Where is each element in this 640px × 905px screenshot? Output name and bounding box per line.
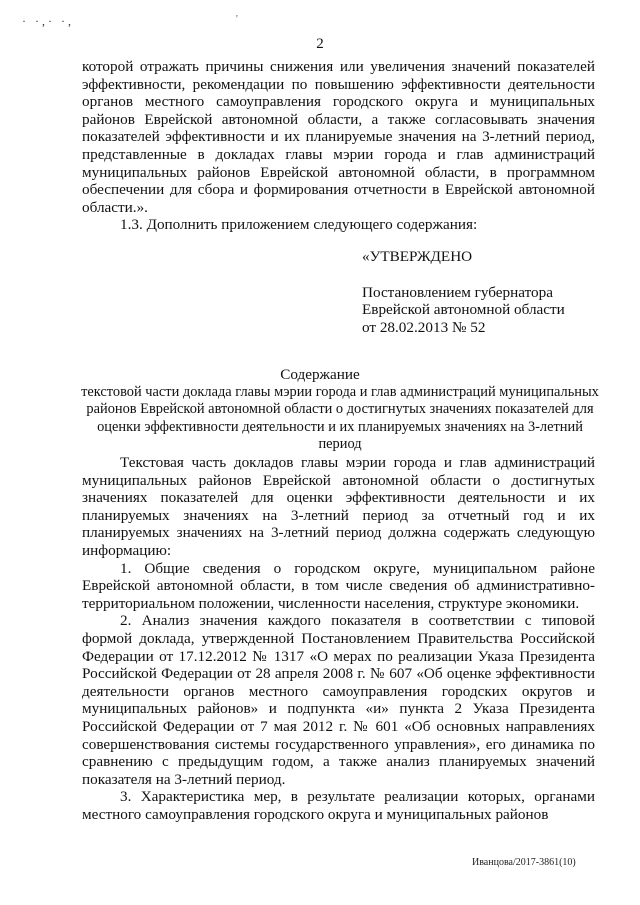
main-paragraph: Текстовая часть докладов главы мэрии города и глав администраций муниципальных районов Еврейской автономной области о достигнутых значениях показателей для оценки эффективности деятельности и их планируемых значениях на 3-летний период за отчетный год и их планируемых значениях на 3-летний период должна содержать следующую информацию: xyxy=(82,454,595,559)
upper-text-block xyxy=(82,58,595,234)
approval-line-2: Еврейской автономной области xyxy=(362,301,565,319)
point-3: 3. Характеристика мер, в результате реализации которых, органами местного самоуправления городского округа и муниципальных районов xyxy=(82,788,595,823)
contents-subtitle: текстовой части доклада главы мэрии города и глав администраций муниципальных районов Еврейской автономной области о достигнутых значениях показателей для оценки эффективности деятельности и их планируемых значениях на 3-летний период xyxy=(81,384,599,453)
footer-document-code: Иванцова/2017-3861(10) xyxy=(472,857,576,868)
intro-paragraph: которой отражать причины снижения или увеличения значений показателей эффективности, рекомендации по повышению эффективности деятельности органов местного самоуправления городского округа и муниципальных районов Еврейской автономной области, а также согласовывать значения показателей эффективности и их планируемые значения на 3-летний период, представленные в докладах главы мэрии города и глав администраций муниципальных районов Еврейской автономной области, в программном обеспечении для сбора и формирования отчетности в Еврейской автономной области.». xyxy=(82,58,595,216)
approval-stamp-block xyxy=(362,248,602,336)
point-1: 1. Общие сведения о городском округе, муниципальном районе Еврейской автономной области, в том числе сведения об административно-территориальном положении, численности населения, структуре экономики. xyxy=(82,559,595,612)
approval-line-3: от 28.02.2013 № 52 xyxy=(362,318,486,336)
scan-tick: ' xyxy=(236,14,238,25)
approval-heading: «УТВЕРЖДЕНО xyxy=(362,248,473,265)
item-1-3: 1.3. Дополнить приложением следующего содержания: xyxy=(120,216,478,234)
point-2: 2. Анализ значения каждого показателя в соответствии с типовой формой доклада, утвержденной Постановлением Правительства Российской Федерации от 17.12.2012 № 1317 «О мерах по реализации Указа Президента Российской Федерации от 28 апреля 2008 г. № 607 «Об оценке эффективности деятельности органов местного самоуправления городских округов и муниципальных районов» и подпункта «и» пункта 2 Указа Президента Российской Федерации от 7 мая 2012 г. № 601 «Об основных направлениях совершенствования системы государственного управления», его динамика по сравнению с предыдущим годом, а также анализ планируемых значений показателя на 3-летний период. xyxy=(82,612,595,788)
approval-line-1: Постановлением губернатора xyxy=(362,283,553,301)
page-number: 2 xyxy=(316,36,324,52)
scan-marks: · ·,· ·, xyxy=(22,14,74,28)
contents-title: Содержание xyxy=(280,366,360,383)
lower-text-block xyxy=(82,454,595,823)
